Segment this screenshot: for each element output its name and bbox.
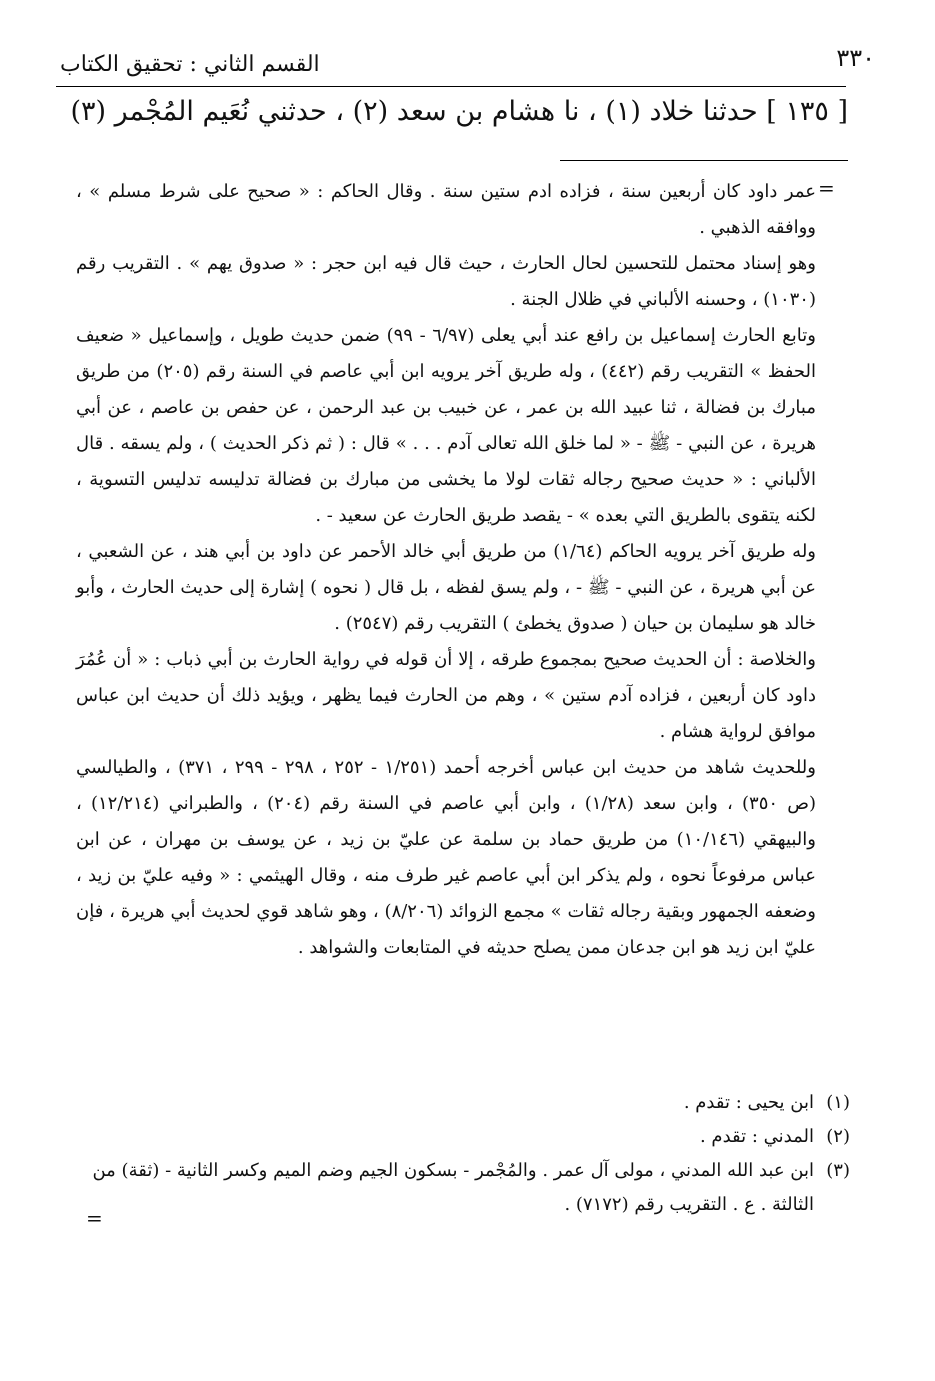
- footnote-text: ابن عبد الله المدني ، مولى آل عمر . والمُجْمر - بسكون الجيم وضم الميم وكسر الثانية - (ثقة) من الثالثة . ع . التقريب رقم (٧١٧٢) .: [92, 1160, 814, 1215]
- footnote-item: [76, 1086, 850, 1120]
- commentary-paragraph: وله طريق آخر يرويه الحاكم (١/٦٤) من طريق أبي خالد الأحمر عن داود بن أبي هند ، عن الشعبي ، عن أبي هريرة ، عن النبي - ﷺ - ، ولم يسق لفظه ، بل قال ( نحوه ) إشارة إلى حديث الحارث ، وأبو خالد هو سليمان بن حيان ( صدوق يخطئ ) التقريب رقم (٢٥٤٧) .: [76, 541, 817, 634]
- commentary-paragraph: وللحديث شاهد من حديث ابن عباس أخرجه أحمد (١/٢٥١ - ٢٥٢ ، ٢٩٨ - ٢٩٩ ، ٣٧١) ، والطيالسي (ص ٣٥٠) ، وابن سعد (١/٢٨) ، وابن أبي عاصم في السنة رقم (٢٠٤) ، والطبراني (١٢/٢١٤) ، والبيهقي (١٠/١٤٦) من طريق حماد بن سلمة عن عليّ بن زيد ، عن يوسف بن مهران ، عن ابن عباس مرفوعاً نحوه ، ولم يذكر ابن أبي عاصم غير طرف منه ، وقال الهيثمي : « وفيه عليّ بن زيد ، وضعفه الجمهور وبقية رجاله ثقات » مجمع الزوائد (٨/٢٠٦) ، وهو شاهد قوي لحديث أبي هريرة ، فإن عليّ ابن زيد هو ابن جدعان ممن يصلح حديثه في المتابعات والشواهد .: [76, 757, 817, 958]
- commentary-paragraph: وتابع الحارث إسماعيل بن رافع عند أبي يعلى (٦/٩٧ - ٩٩) ضمن حديث طويل ، وإسماعيل « ضعيف الحفظ » التقريب رقم (٤٤٢) ، وله طريق آخر يرويه ابن أبي عاصم في السنة رقم (٢٠٥) من طريق مبارك بن فضالة ، ثنا عبيد الله بن عمر ، عن خبيب بن عبد الرحمن ، عن حفص بن عاصم ، عن أبي هريرة ، عن النبي - ﷺ - « لما خلق الله تعالى آدم . . . » قال : ( ثم ذكر الحديث ) ، ولم يسقه . قال الألباني : « حديث صحيح رجاله ثقات لولا ما يخشى من مبارك بن فضالة تدليسه تدليس التسوية ، لكنه يتقوى بالطريق التي بعده » - يقصد طريق الحارث عن سعيد - .: [76, 325, 817, 526]
- section-title: القسم الثاني : تحقيق الكتاب: [60, 52, 320, 77]
- header-rule: [56, 86, 846, 87]
- footnote-separator: [560, 160, 848, 161]
- footnote-text: المدني : تقدم .: [699, 1126, 814, 1147]
- footnote-number: (١): [826, 1092, 850, 1113]
- footnote-text: ابن يحيى : تقدم .: [683, 1092, 814, 1113]
- footnote-item: [76, 1154, 850, 1222]
- continuation-mark: =: [818, 176, 835, 200]
- commentary-body: [76, 174, 816, 966]
- commentary-paragraph: وهو إسناد محتمل للتحسين لحال الحارث ، حيث قال فيه ابن حجر : « صدوق يهم » . التقريب رقم (١٠٣٠) ، وحسنه الألباني في ظلال الجنة .: [76, 253, 816, 310]
- hadith-isnad-line: [ ١٣٥ ] حدثنا خلاد (١) ، نا هشام بن سعد (٢) ، حدثني نُعَيم المُجْمر (٣): [70, 96, 848, 127]
- footnote-item: [76, 1120, 850, 1154]
- continuation-mark-end: =: [86, 1206, 103, 1230]
- commentary-paragraph: والخلاصة : أن الحديث صحيح بمجموع طرقه ، إلا أن قوله في رواية الحارث بن أبي ذباب : « أن عُمُرَ داود كان أربعين ، فزاده آدم ستين » ، وهم من الحارث فيما يظهر ، ويؤيد ذلك أن حديث ابن عباس موافق لرواية هشام .: [76, 649, 816, 742]
- footnotes: [76, 1086, 850, 1222]
- commentary-paragraph: عمر داود كان أربعين سنة ، فزاده ادم ستين سنة . وقال الحاكم : « صحيح على شرط مسلم » ، ووافقه الذهبي .: [76, 181, 816, 238]
- footnote-number: (٢): [826, 1126, 850, 1147]
- footnote-number: (٣): [826, 1160, 850, 1181]
- page-number: ٣٣٠: [836, 44, 875, 72]
